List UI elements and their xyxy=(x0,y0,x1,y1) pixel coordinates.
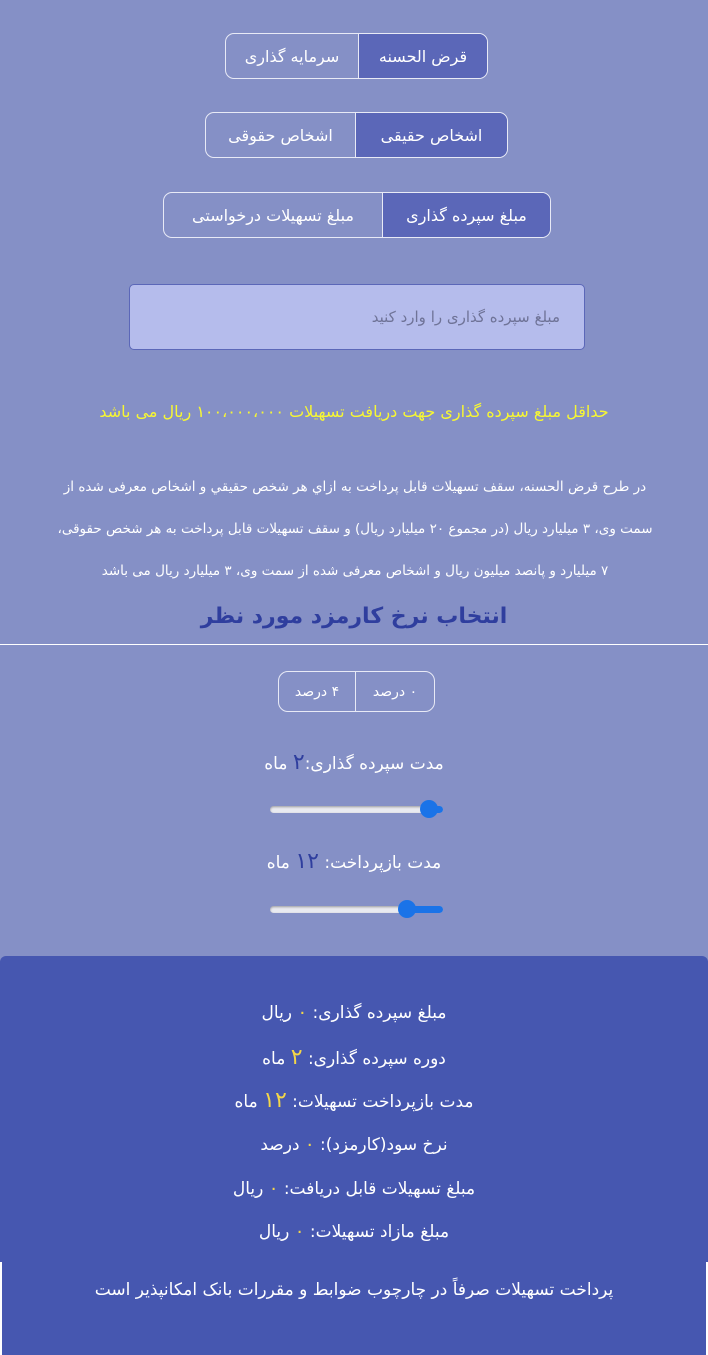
summary-unit: ریال xyxy=(258,1222,290,1242)
summary-label: مدت بازپرداخت تسهیلات: xyxy=(292,1092,474,1112)
summary-value: ۰ xyxy=(304,1134,315,1155)
summary-label: مبلغ سپرده گذاری: xyxy=(312,1003,447,1023)
minimum-deposit-notice: حداقل مبلغ سپرده گذاری جهت دریافت تسهیلات ۱۰۰،۰۰۰،۰۰۰ ریال می باشد xyxy=(99,402,609,421)
option-investment[interactable]: سرمایه گذاری xyxy=(226,34,359,78)
panel-edge xyxy=(0,1262,2,1355)
person-type-toggle xyxy=(205,112,508,158)
slider-handle[interactable] xyxy=(398,900,416,918)
deposit-period-value: ۲ xyxy=(292,750,305,775)
loan-type-toggle xyxy=(225,33,488,79)
summary-label: مبلغ مازاد تسهیلات: xyxy=(309,1222,450,1242)
result-summary-panel xyxy=(0,956,708,1355)
summary-deposit-amount xyxy=(0,1002,708,1023)
repayment-period-label xyxy=(0,849,708,874)
summary-excess-amount xyxy=(0,1221,708,1242)
deposit-period-slider[interactable] xyxy=(270,803,443,815)
summary-label: دوره سپرده گذاری: xyxy=(307,1049,446,1069)
summary-unit: ماه xyxy=(234,1092,258,1112)
loan-ceiling-description xyxy=(30,466,680,592)
deposit-period-label-text: مدت سپرده گذاری: xyxy=(304,754,444,774)
summary-label: مبلغ تسهیلات قابل دریافت: xyxy=(283,1179,476,1199)
summary-unit: ریال xyxy=(261,1003,293,1023)
regulation-footer-note: پرداخت تسهیلات صرفاً در چارچوب ضوابط و مقررات بانک امکانپذیر است xyxy=(94,1280,614,1300)
repayment-period-label-text: مدت بازپرداخت: xyxy=(324,853,442,873)
summary-repayment-period xyxy=(0,1088,708,1113)
description-line: سمت وی، ۳ میلیارد ریال (در مجموع ۲۰ میلیارد ریال) و سقف تسهیلات قابل پرداخت به هر شخص حقوقی، xyxy=(57,521,653,537)
deposit-period-label xyxy=(0,750,708,775)
summary-label: نرخ سود(کارمزد): xyxy=(320,1135,448,1155)
option-fee-4-percent[interactable]: ۴ درصد xyxy=(279,672,356,711)
deposit-period-unit: ماه xyxy=(264,754,288,774)
summary-loan-amount xyxy=(0,1178,708,1199)
deposit-amount-input[interactable] xyxy=(129,284,585,350)
summary-value: ۰ xyxy=(294,1221,305,1242)
option-deposit-amount[interactable]: مبلغ سپرده گذاری xyxy=(383,193,550,237)
fee-rate-heading: انتخاب نرخ کارمزد مورد نظر xyxy=(200,604,508,629)
repayment-period-slider[interactable] xyxy=(270,903,443,915)
summary-interest-rate xyxy=(0,1134,708,1155)
amount-input-wrapper xyxy=(129,284,585,350)
option-qarz-al-hasaneh[interactable]: قرض الحسنه xyxy=(359,34,487,78)
repayment-period-value: ۱۲ xyxy=(295,849,319,874)
option-natural-persons[interactable]: اشخاص حقیقی xyxy=(356,113,507,157)
summary-unit: ماه xyxy=(262,1049,286,1069)
description-line: ۷ میلیارد و پانصد میلیون ریال و اشخاص معرفی شده از سمت وی، ۳ میلیارد ریال می باشد xyxy=(101,563,609,579)
summary-unit: درصد xyxy=(260,1135,300,1155)
summary-unit: ریال xyxy=(232,1179,264,1199)
amount-mode-toggle xyxy=(163,192,551,238)
summary-value: ۱۲ xyxy=(263,1088,287,1113)
option-legal-persons[interactable]: اشخاص حقوقی xyxy=(206,113,356,157)
description-line: در طرح قرض الحسنه، سقف تسهیلات قابل پرداخت به ازاي هر شخص حقيقي و اشخاص معرفی شده از xyxy=(63,479,647,495)
option-fee-0-percent[interactable]: ۰ درصد xyxy=(372,683,418,700)
summary-value: ۰ xyxy=(297,1002,308,1023)
fee-rate-toggle xyxy=(278,671,435,712)
slider-track xyxy=(270,806,443,813)
option-requested-loan-amount[interactable]: مبلغ تسهیلات درخواستی xyxy=(164,193,383,237)
summary-deposit-period xyxy=(0,1045,708,1070)
repayment-period-unit: ماه xyxy=(266,853,290,873)
summary-value: ۲ xyxy=(290,1045,303,1070)
summary-value: ۰ xyxy=(268,1178,279,1199)
